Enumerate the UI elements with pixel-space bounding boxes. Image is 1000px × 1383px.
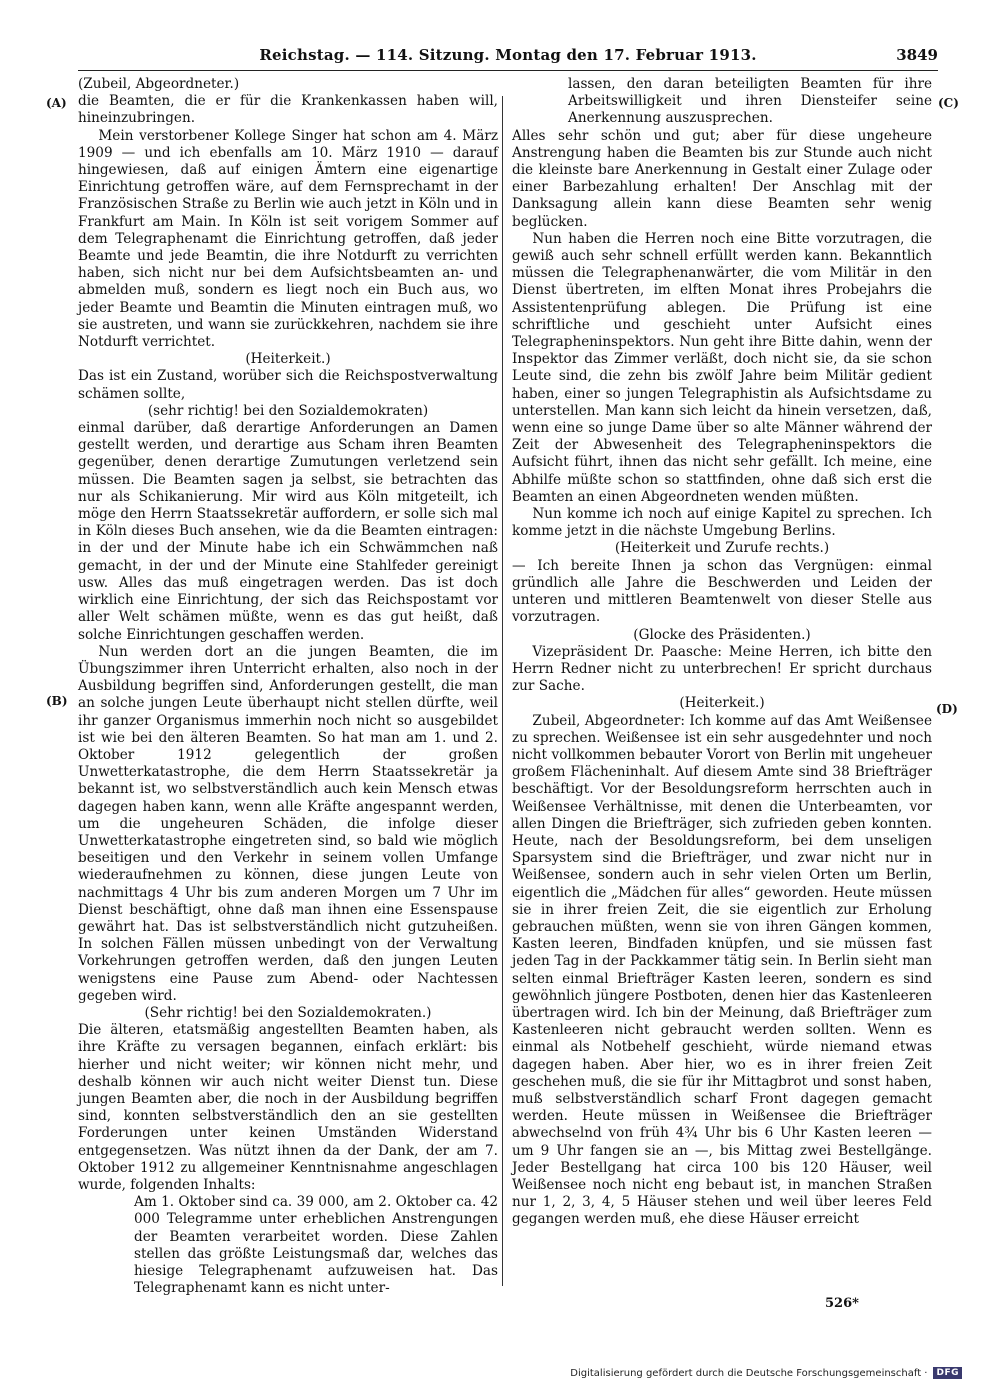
paragraph: Alles sehr schön und gut; aber für diese ungeheure Anstrengung haben die Beamten bis zur Stunde auch nicht die kleinste bare Anerkennung in Gestalt einer Zulage oder einer Barbezahlung erhalten! Der Anschlag mit der Danksagung allein kann diese Beamten sehr wenig beglücken. xyxy=(512,127,932,230)
paragraph: die Beamten, die er für die Krankenkassen haben will, hineinzubringen. xyxy=(78,93,498,127)
paragraph: einmal darüber, daß derartige Anforderungen an Damen gestellt werden, und derartige aus Scham ihren Beamten gegenüber, denen derartige Zumutungen verletzend sein müssen. Die Beamten sagen ja selbst, sie betrachten das nur als Schikanierung. Mir wird aus Köln mitgeteilt, ich möge den Herrn Staatssekretär auffordern, er solle sich mal in Köln dieses Buch ansehen, wie da die Beamten eintragen: in der und der Minute habe ich ein Schwämmchen naß gemacht, in der und der Minute eine Stahlfeder gereinigt usw. Alles das muß eingetragen werden. Das ist doch wirklich eine Einrichtung, der sich das Reichspostamt vor aller Welt schämen müßte, wenn es das gut heißt, daß solche Einrichtungen geschaffen werden. xyxy=(78,420,498,643)
paragraph: Mein verstorbener Kollege Singer hat schon am 4. März 1909 — und ich ebenfalls am 10. März 1910 — darauf hingewiesen, daß auf einigen Ämtern eine eigenartige Einrichtung getroffen wäre, auf dem Fernsprechamt in der Französischen Straße zu Berlin wie auch jetzt in Köln und in Frankfurt am Main. In Köln ist seit vorigem Sommer auf dem Telegraphenamt die Einrichtung getroffen, daß jeder Beamte und jede Beamtin, die ihre Notdurft zu verrichten haben, sich nicht nur bei dem Aufsichtsbeamten an- und abmelden muß, sondern es liegt noch ein Buch aus, wo jeder Beamte und Beamtin die Minuten eintragen muß, wo sie austreten, und wann sie zurückkehren, nachdem sie ihre Notdurft verrichtet. xyxy=(78,127,498,351)
paragraph: Zubeil, Abgeordneter: Ich komme auf das Amt Weißensee zu sprechen. Weißensee ist ein sehr ausgedehnter und noch nicht vollkommen bebauter Vorort von Berlin mit ungeheuer großem Flächeninhalt. Auf diesem Amte sind 38 Briefträger beschäftigt. Vor der Besoldungsreform herrschten auch in Weißensee Verhältnisse, mit denen die Unterbeamten, vor allen Dingen die Briefträger, sich zufrieden geben konnten. Heute, nach der Besoldungsreform, bei dem unseligen Sparsystem sind die Briefträger, und zwar nicht nur in Weißensee, sondern auch in sehr vielen Orten um Berlin, eigentlich die „Mädchen für alles“ geworden. Heute müssen sie in ihrer freien Zeit, die sie eigentlich zur Erholung gebrauchen müßten, wenn sie von ihren Gängen kommen, Kasten leeren, Bindfaden knüpfen, und sie müssen fast jeden Tag in der Packkammer tätig sein. In Berlin sieht man selten einmal Briefträger Kasten leeren, sondern es sind gewöhnlich jüngere Postboten, denen hier das Kastenleeren übertragen wird. Ich bin der Meinung, daß Briefträger zum Kastenleeren nicht gebraucht werden sollten. Wenn es einmal als Notbehelf geschieht, würde niemand etwas dagegen haben. Aber hier, wo es in ihrer freien Zeit geschehen muß, die sie für ihr Mittagbrot und sonst haben, muß selbstverständlich scharf Front dagegen gemacht werden. Heute müssen in Weißensee die Briefträger abwechselnd von früh 4¾ Uhr bis 6 Uhr Kasten leeren — um 9 Uhr fangen sie an —, bis Mittag zwei Bestellgänge. Jeder Bestellgang hat circa 100 bis 120 Häuser, weil Weißensee noch nicht eng bebaut ist, in manchen Straßen nur 1, 2, 3, 4, 5 Häuser stehen und weil über leeres Feld gegangen werden muß, ehe diese Häuser erreicht xyxy=(512,712,932,1228)
digitization-footer xyxy=(570,1366,962,1380)
quoted-notice-continuation: lassen, den daran beteiligten Beamten für ihre Arbeitswilligkeit und ihren Diensteifer seine Anerkennung auszusprechen. xyxy=(568,76,932,127)
interjection: (Heiterkeit und Zurufe rechts.) xyxy=(614,540,830,557)
left-column xyxy=(78,76,498,1297)
paragraph: Nun werden dort an die jungen Beamten, die im Übungszimmer ihren Unterricht erhalten, also noch in der Ausbildung begriffen sind, Anforderungen gestellt, die man an solche jungen Leute überhaupt nicht stellen dürfte, weil ihr ganzer Organismus immerhin noch nicht so ausgebildet ist wie bei den älteren Beamten. So hat man am 1. und 2. Oktober 1912 gelegentlich der großen Unwetterkatastrophe, die dem Herrn Staatssekretär ja bekannt ist, wo selbstverständlich auch kein Mensch etwas dagegen haben kann, wenn alle Kräfte angespannt werden, um die ungeheuren Schäden, die infolge dieser Unwetterkatastrophe eingetreten sind, so bald wie möglich beseitigen und den Verkehr in seinem vollen Umfange wiederaufnehmen zu können, diese jungen Leute von nachmittags 4 Uhr bis zum anderen Morgen um 7 Uhr im Dienst beschäftigt, ohne daß man ihnen eine Essenspause gewährt hat. Das ist selbstverständlich nicht gutzuheißen. In solchen Fällen müssen unbedingt von der Verwaltung Vorkehrungen getroffen werden, daß den jungen Leuten wenigstens eine Pause zum Abend- oder Nachtessen gegeben wird. xyxy=(78,643,498,1004)
interjection: (Sehr richtig! bei den Sozialdemokraten.) xyxy=(144,1004,432,1021)
signature-mark: 526* xyxy=(825,1296,859,1311)
paragraph: — Ich bereite Ihnen ja schon das Vergnügen: einmal gründlich alle Jahre die Beschwerden und Leiden der unteren und mittleren Beamtenwelt von dieser Stelle aus vorzutragen. xyxy=(512,557,932,626)
margin-mark-b: (B) xyxy=(46,694,68,708)
interjection: (sehr richtig! bei den Sozialdemokraten) xyxy=(147,402,429,419)
margin-mark-c: (C) xyxy=(938,96,959,110)
paragraph: Nun komme ich noch auf einige Kapitel zu sprechen. Ich komme jetzt in die nächste Umgebung Berlins. xyxy=(512,506,932,540)
right-column xyxy=(512,76,932,1286)
speaker-continuation: (Zubeil, Abgeordneter.) xyxy=(78,76,240,92)
interjection: (Glocke des Präsidenten.) xyxy=(633,626,811,643)
interjection: (Heiterkeit.) xyxy=(245,351,331,368)
margin-mark-d: (D) xyxy=(936,702,958,716)
page-header xyxy=(78,46,938,71)
paragraph: Nun haben die Herren noch eine Bitte vorzutragen, die gewiß auch sehr schnell erfüllt werden kann. Bekanntlich müssen die Telegraphenanwärter, die vom Militär in den Dienst übertreten, im elften Monat ihres Probejahrs die Assistentenprüfung ablegen. Die Prüfung ist eine schriftliche und geschieht unter Aufsicht eines Telegrapheninspektors. Nun geht ihre Bitte dahin, wenn der Inspektor das Zimmer verläßt, doch nicht sie, da sie schon Leute sind, die zehn bis zwölf Jahre beim Militär gedient haben, einer so jungen Telegraphistin als Aufsichtsdame zu unterstellen. Man kann sich leicht da hinein versetzen, daß, wenn eine so junge Dame über so alte Männer während der Zeit der Abwesenheit des Telegrapheninspektors die Aufsicht führt, ihnen das nicht sehr gefällt. Ich meine, eine Abhilfe müßte schon so stattfinden, ohne daß sich erst die Beamten an einen Abgeordneten wenden müßten. xyxy=(512,230,932,505)
column-divider xyxy=(502,96,503,1286)
paragraph: Die älteren, etatsmäßig angestellten Beamten haben, als ihre Kräfte zu versagen begannen, einfach erklärt: bis hierher und nicht weiter; wir können nicht mehr, und deshalb können wir auch nicht weiter Dienst tun. Diese jungen Beamten aber, die noch in der Ausbildung begriffen sind, konnten selbstverständlich den an sie gestellten Forderungen unter keinen Umständen Widerstand entgegensetzen. Was nützt ihnen da der Dank, der am 7. Oktober 1912 zu allgemeiner Kenntnisnahme angeschlagen wurde, folgenden Inhalts: xyxy=(78,1022,498,1193)
margin-mark-a: (A) xyxy=(46,96,67,110)
page-number: 3849 xyxy=(896,46,938,64)
footer-text: Digitalisierung gefördert durch die Deutsche Forschungsgemeinschaft · xyxy=(570,1367,928,1379)
president-remark: Vizepräsident Dr. Paasche: Meine Herren, ich bitte den Herrn Redner nicht zu unterbrechen! Er spricht durchaus zur Sache. xyxy=(512,643,932,695)
dfg-logo: DFG xyxy=(933,1367,962,1379)
running-title: Reichstag. — 114. Sitzung. Montag den 17. Februar 1913. xyxy=(259,46,757,64)
quoted-notice: Am 1. Oktober sind ca. 39 000, am 2. Oktober ca. 42 000 Telegramme unter erheblichen Anstrengungen der Beamten verarbeitet worden. Diese Zahlen stellen das größte Leistungsmaß dar, welches das hiesige Telegraphenamt aufzuweisen hat. Das Telegraphenamt kann es nicht unter- xyxy=(134,1194,498,1297)
interjection: (Heiterkeit.) xyxy=(679,695,765,712)
paragraph: Das ist ein Zustand, worüber sich die Reichspostverwaltung schämen sollte, xyxy=(78,368,498,402)
